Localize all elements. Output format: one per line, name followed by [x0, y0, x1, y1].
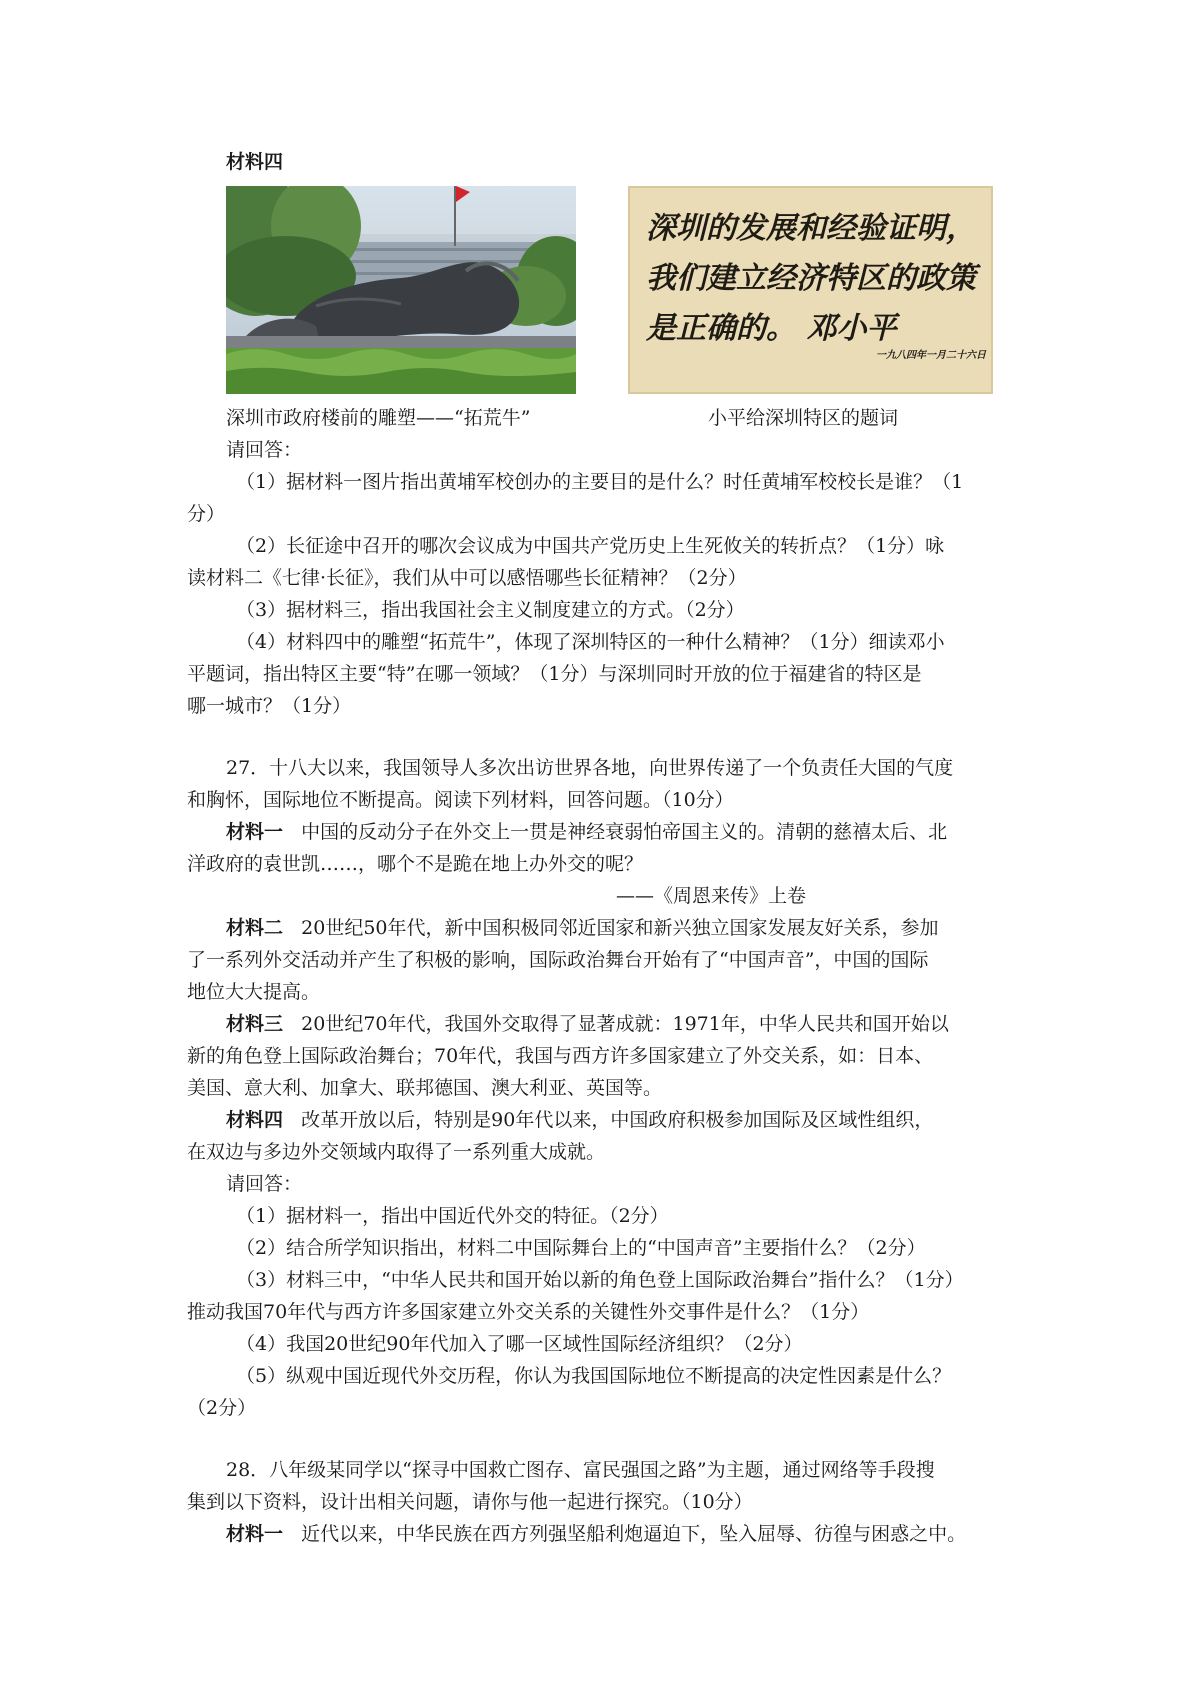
q27-material4-line2: 在双边与多边外交领域内取得了一系列重大成就。: [187, 1141, 606, 1163]
q26-1-line1: （1）据材料一图片指出黄埔军校创办的主要目的是什么？时任黄埔军校校长是谁？（1: [236, 471, 964, 493]
q27-prompt: 请回答：: [226, 1173, 303, 1195]
inscription-date: 一九八四年一月二十六日: [876, 350, 986, 361]
inscription-line-3: 是正确的。 邓小平: [646, 311, 897, 346]
q27-answer-1: （1）据材料一，指出中国近代外交的特征。（2分）: [236, 1205, 669, 1227]
photo-caption: 深圳市政府楼前的雕塑——“拓荒牛”: [226, 407, 531, 429]
q28-material1-label: 材料一: [226, 1523, 284, 1545]
q26-2-line2: 读材料二《七律·长征》，我们从中可以感悟哪些长征精神？（2分）: [187, 567, 747, 589]
q27-material3-line2: 新的角色登上国际政治舞台；70年代，我国与西方许多国家建立了外交关系，如：日本、: [187, 1045, 934, 1067]
q27-material4-label: 材料四: [226, 1109, 284, 1131]
q26-4-line1: （4）材料四中的雕塑“拓荒牛”，体现了深圳特区的一种什么精神？（1分）细读邓小: [236, 631, 945, 653]
q27-answer-5-line2: （2分）: [187, 1397, 257, 1419]
q27-material2-text: 20世纪50年代，新中国积极同邻近国家和新兴独立国家发展友好关系，参加: [301, 917, 939, 939]
inscription-line-1: 深圳的发展和经验证明，: [646, 211, 976, 246]
q27-intro-line1: 27．十八大以来，我国领导人多次出访世界各地，向世界传递了一个负责任大国的气度: [226, 757, 954, 779]
q27-material1-source: ——《周恩来传》上卷: [616, 885, 807, 907]
q27-answer-3-line1: （3）材料三中，“中华人民共和国开始以新的角色登上国际政治舞台”指什么？（1分）: [236, 1269, 964, 1291]
q27-material4-text: 改革开放以后，特别是90年代以来，中国政府积极参加国际及区域性组织，: [301, 1109, 934, 1131]
q26-4-line3: 哪一城市？（1分）: [187, 695, 352, 717]
q27-answer-4: （4）我国20世纪90年代加入了哪一区域性国际经济组织？（2分）: [236, 1333, 803, 1355]
q26-2-line1: （2）长征途中召开的哪次会议成为中国共产党历史上生死攸关的转折点？（1分）咏: [236, 535, 945, 557]
q27-material4-line1: [226, 1104, 933, 1136]
q26-prompt: 请回答：: [226, 439, 303, 461]
pioneer-ox-sculpture-photo: [226, 186, 576, 394]
q27-answer-2: （2）结合所学知识指出，材料二中国际舞台上的“中国声音”主要指什么？（2分）: [236, 1237, 926, 1259]
q27-material1-line2: 洋政府的袁世凯……，哪个不是跪在地上办外交的呢？: [187, 853, 644, 875]
q28-material1-line1: [226, 1518, 966, 1550]
q27-material2-label: 材料二: [226, 917, 284, 939]
q27-answer-3-line2: 推动我国70年代与西方许多国家建立外交关系的关键性外交事件是什么？（1分）: [187, 1301, 870, 1323]
q26-1-line2: 分）: [187, 503, 226, 525]
q27-material1-line1: [226, 816, 947, 848]
q27-material3-line3: 美国、意大利、加拿大、联邦德国、澳大利亚、英国等。: [187, 1077, 663, 1099]
q28-material1-text: 近代以来，中华民族在西方列强坚船利炮逼迫下，坠入屈辱、彷徨与困惑之中。: [301, 1523, 967, 1545]
q27-material2-line1: [226, 912, 939, 944]
q26-4-line2: 平题词，指出特区主要“特”在哪一领域？（1分）与深圳同时开放的位于福建省的特区是: [187, 663, 922, 685]
q27-material2-line2: 了一系列外交活动并产生了积极的影响，国际政治舞台开始有了“中国声音”，中国的国际: [187, 949, 929, 971]
q27-material1-text: 中国的反动分子在外交上一贯是神经衰弱怕帝国主义的。清朝的慈禧太后、北: [301, 821, 948, 843]
material4-heading: 材料四: [226, 151, 284, 173]
calligraphy-caption: 小平给深圳特区的题词: [708, 407, 899, 429]
inscription-line-2: 我们建立经济特区的政策: [646, 261, 976, 296]
deng-xiaoping-inscription: [628, 186, 993, 394]
q28-intro-line1: 28．八年级某同学以“探寻中国救亡图存、富民强国之路”为主题，通过网络等手段搜: [226, 1459, 935, 1481]
q27-answer-5-line1: （5）纵观中国近现代外交历程，你认为我国国际地位不断提高的决定性因素是什么？: [236, 1365, 952, 1387]
q27-material3-line1: [226, 1008, 949, 1040]
q27-material3-label: 材料三: [226, 1013, 284, 1035]
q28-intro-line2: 集到以下资料，设计出相关问题，请你与他一起进行探究。（10分）: [187, 1491, 753, 1513]
q26-3: （3）据材料三，指出我国社会主义制度建立的方式。（2分）: [236, 599, 745, 621]
q27-material3-text: 20世纪70年代，我国外交取得了显著成就：1971年，中华人民共和国开始以: [301, 1013, 949, 1035]
q27-intro-line2: 和胸怀，国际地位不断提高。阅读下列材料，回答问题。（10分）: [187, 789, 734, 811]
q27-material1-label: 材料一: [226, 821, 284, 843]
q27-material2-line3: 地位大大提高。: [187, 981, 321, 1003]
